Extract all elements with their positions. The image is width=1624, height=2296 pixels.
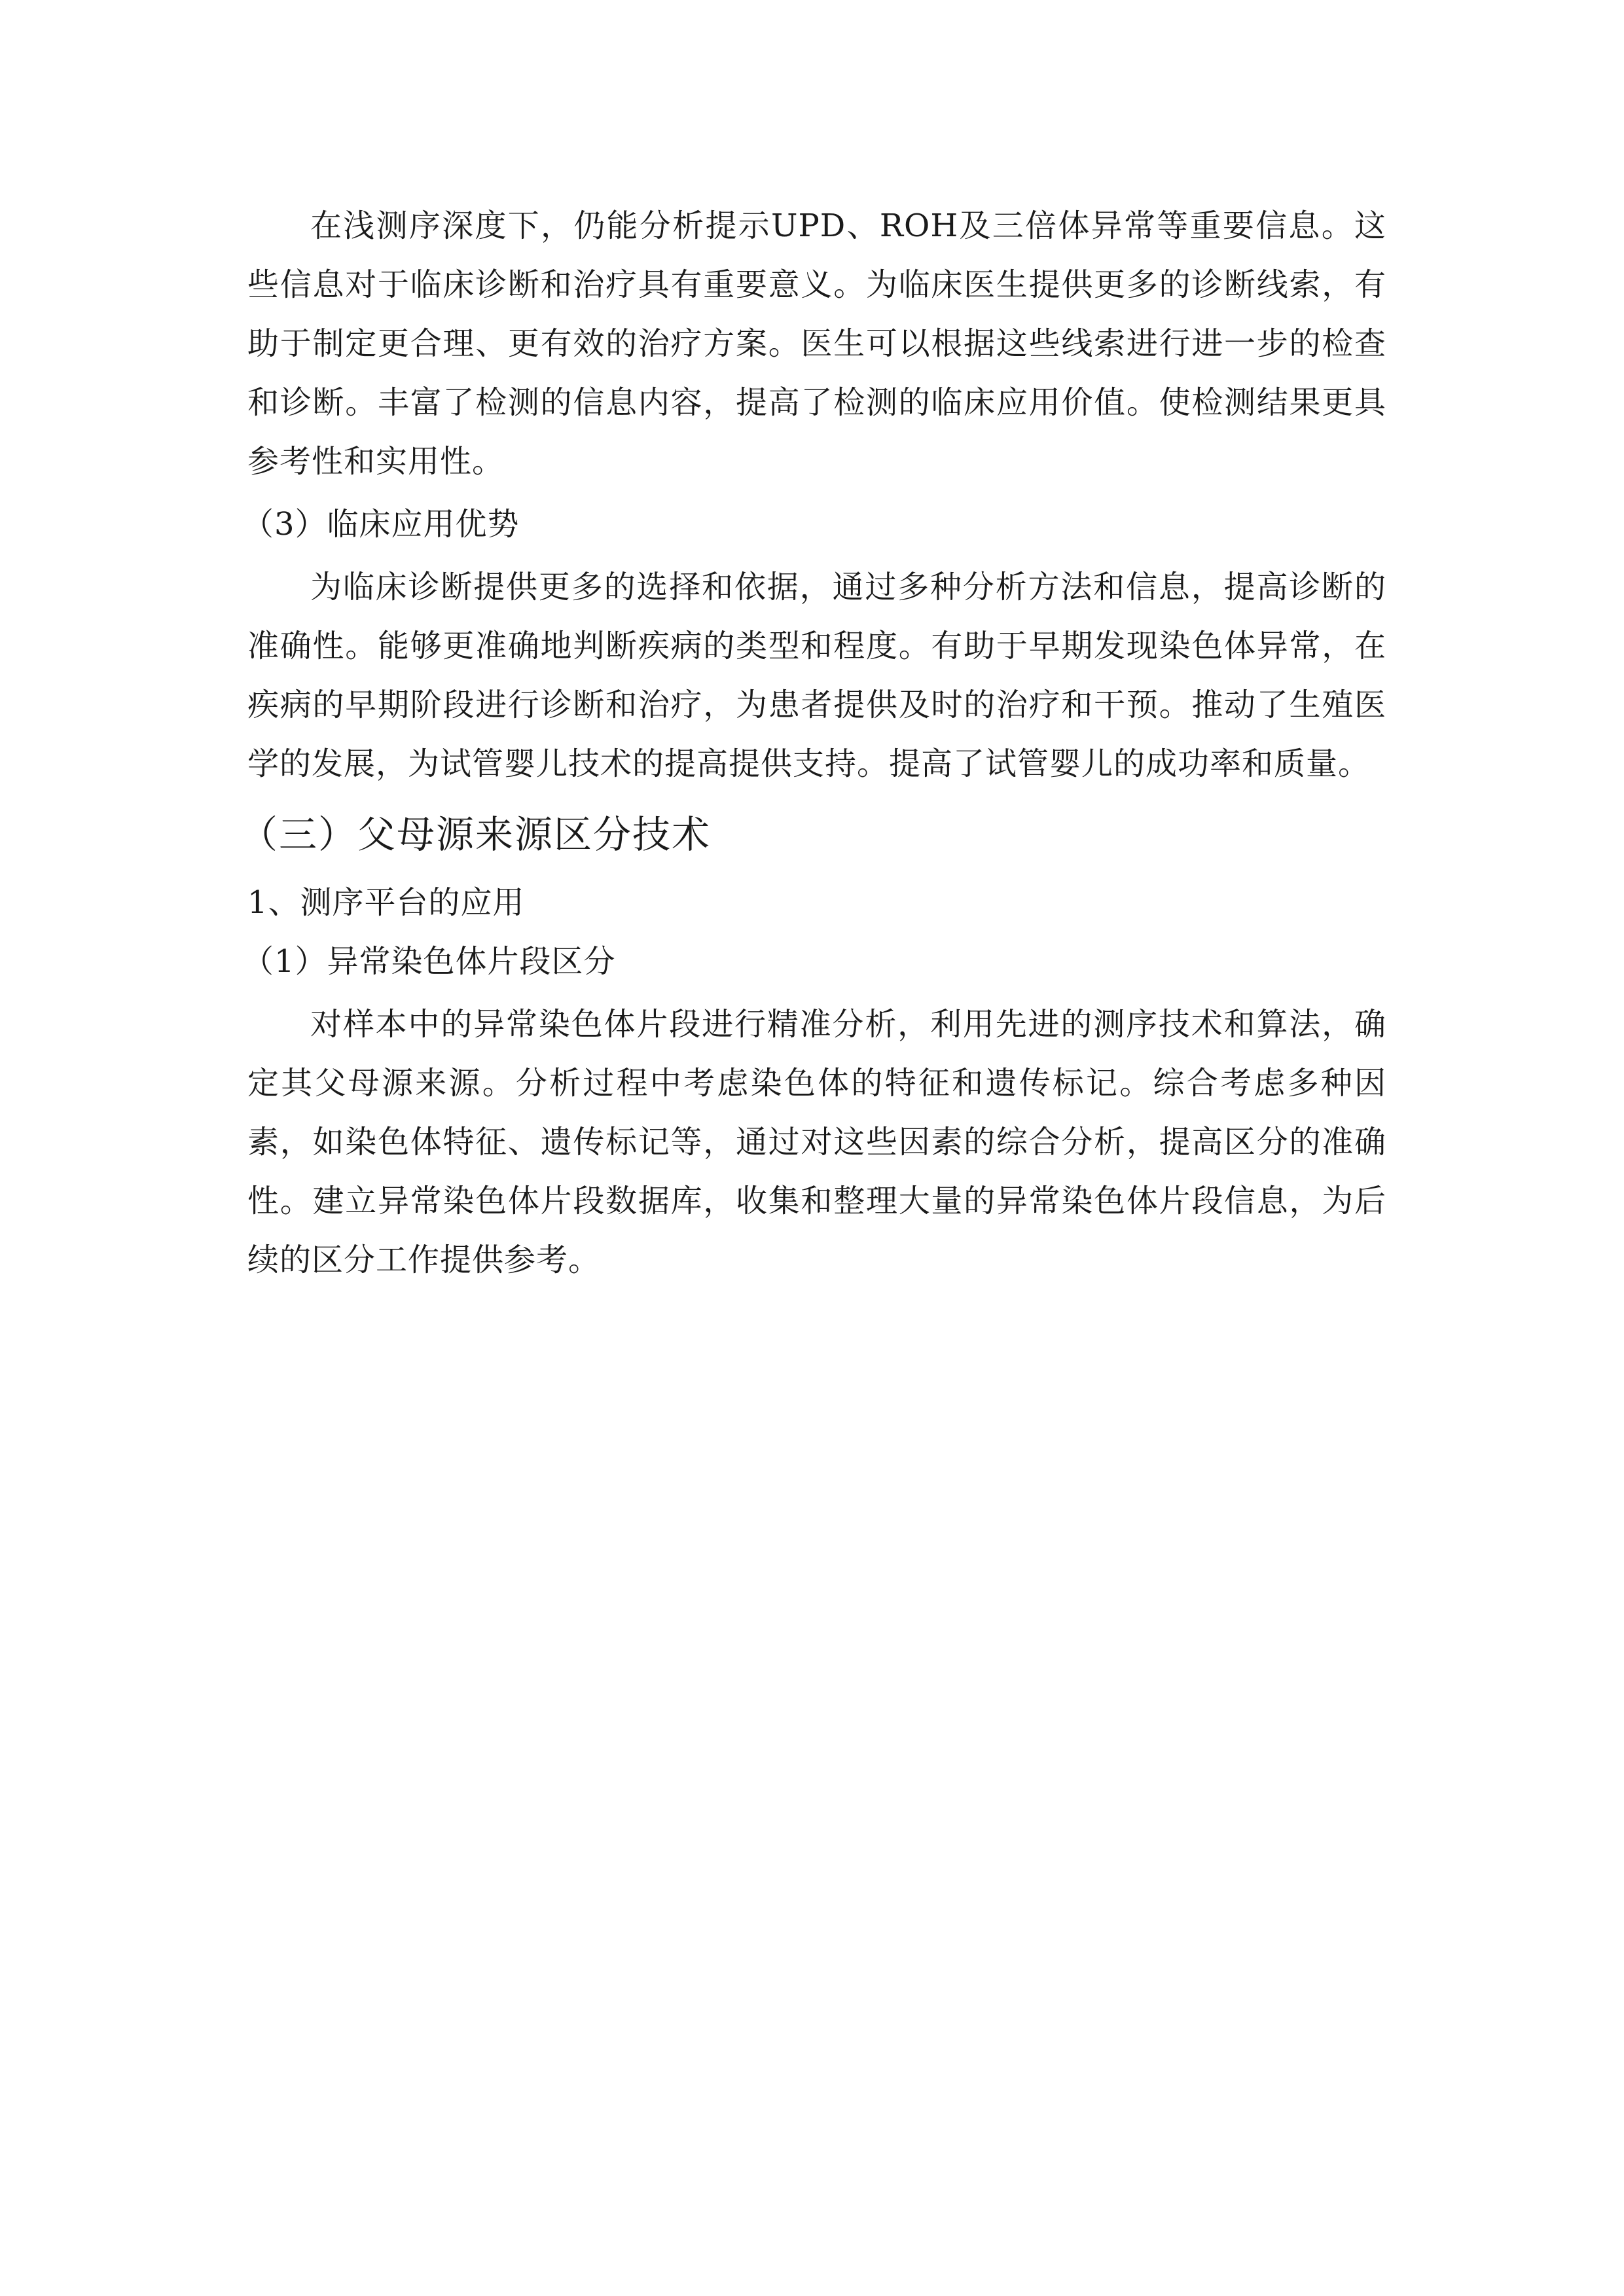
document-body: [240, 196, 1386, 1289]
paragraph-abnormal-segment: 对样本中的异常染色体片段进行精准分析，利用先进的测序技术和算法，确定其父母源来源。分析过程中考虑染色体的特征和遗传标记。综合考虑多种因素，如染色体特征、遗传标记等，通过对这些因素的综合分析，提高区分的准确性。建立异常染色体片段数据库，收集和整理大量的异常染色体片段信息，为后续的区分工作提供参考。: [247, 1006, 1386, 1278]
section-title-parental-origin: （三）父母源来源区分技术: [240, 812, 712, 857]
paragraph-clinical-advantage: 为临床诊断提供更多的选择和依据，通过多种分析方法和信息，提高诊断的准确性。能够更准确地判断疾病的类型和程度。有助于早期发现染色体异常，在疾病的早期阶段进行诊断和治疗，为患者提供及时的治疗和干预。推动了生殖医学的发展，为试管婴儿技术的提高提供支持。提高了试管婴儿的成功率和质量。: [247, 569, 1386, 782]
heading-abnormal-segment: （1）异常染色体片段区分: [242, 943, 616, 980]
subsection-title-sequencing-platform: 1、测序平台的应用: [247, 884, 525, 921]
heading-clinical-advantage: （3）临床应用优势: [242, 506, 520, 543]
paragraph-shallow-sequencing: 在浅测序深度下，仍能分析提示UPD、ROH及三倍体异常等重要信息。这些信息对于临床诊断和治疗具有重要意义。为临床医生提供更多的诊断线索，有助于制定更合理、更有效的治疗方案。医生可以根据这些线索进行进一步的检查和诊断。丰富了检测的信息内容，提高了检测的临床应用价值。使检测结果更具参考性和实用性。: [247, 207, 1386, 480]
